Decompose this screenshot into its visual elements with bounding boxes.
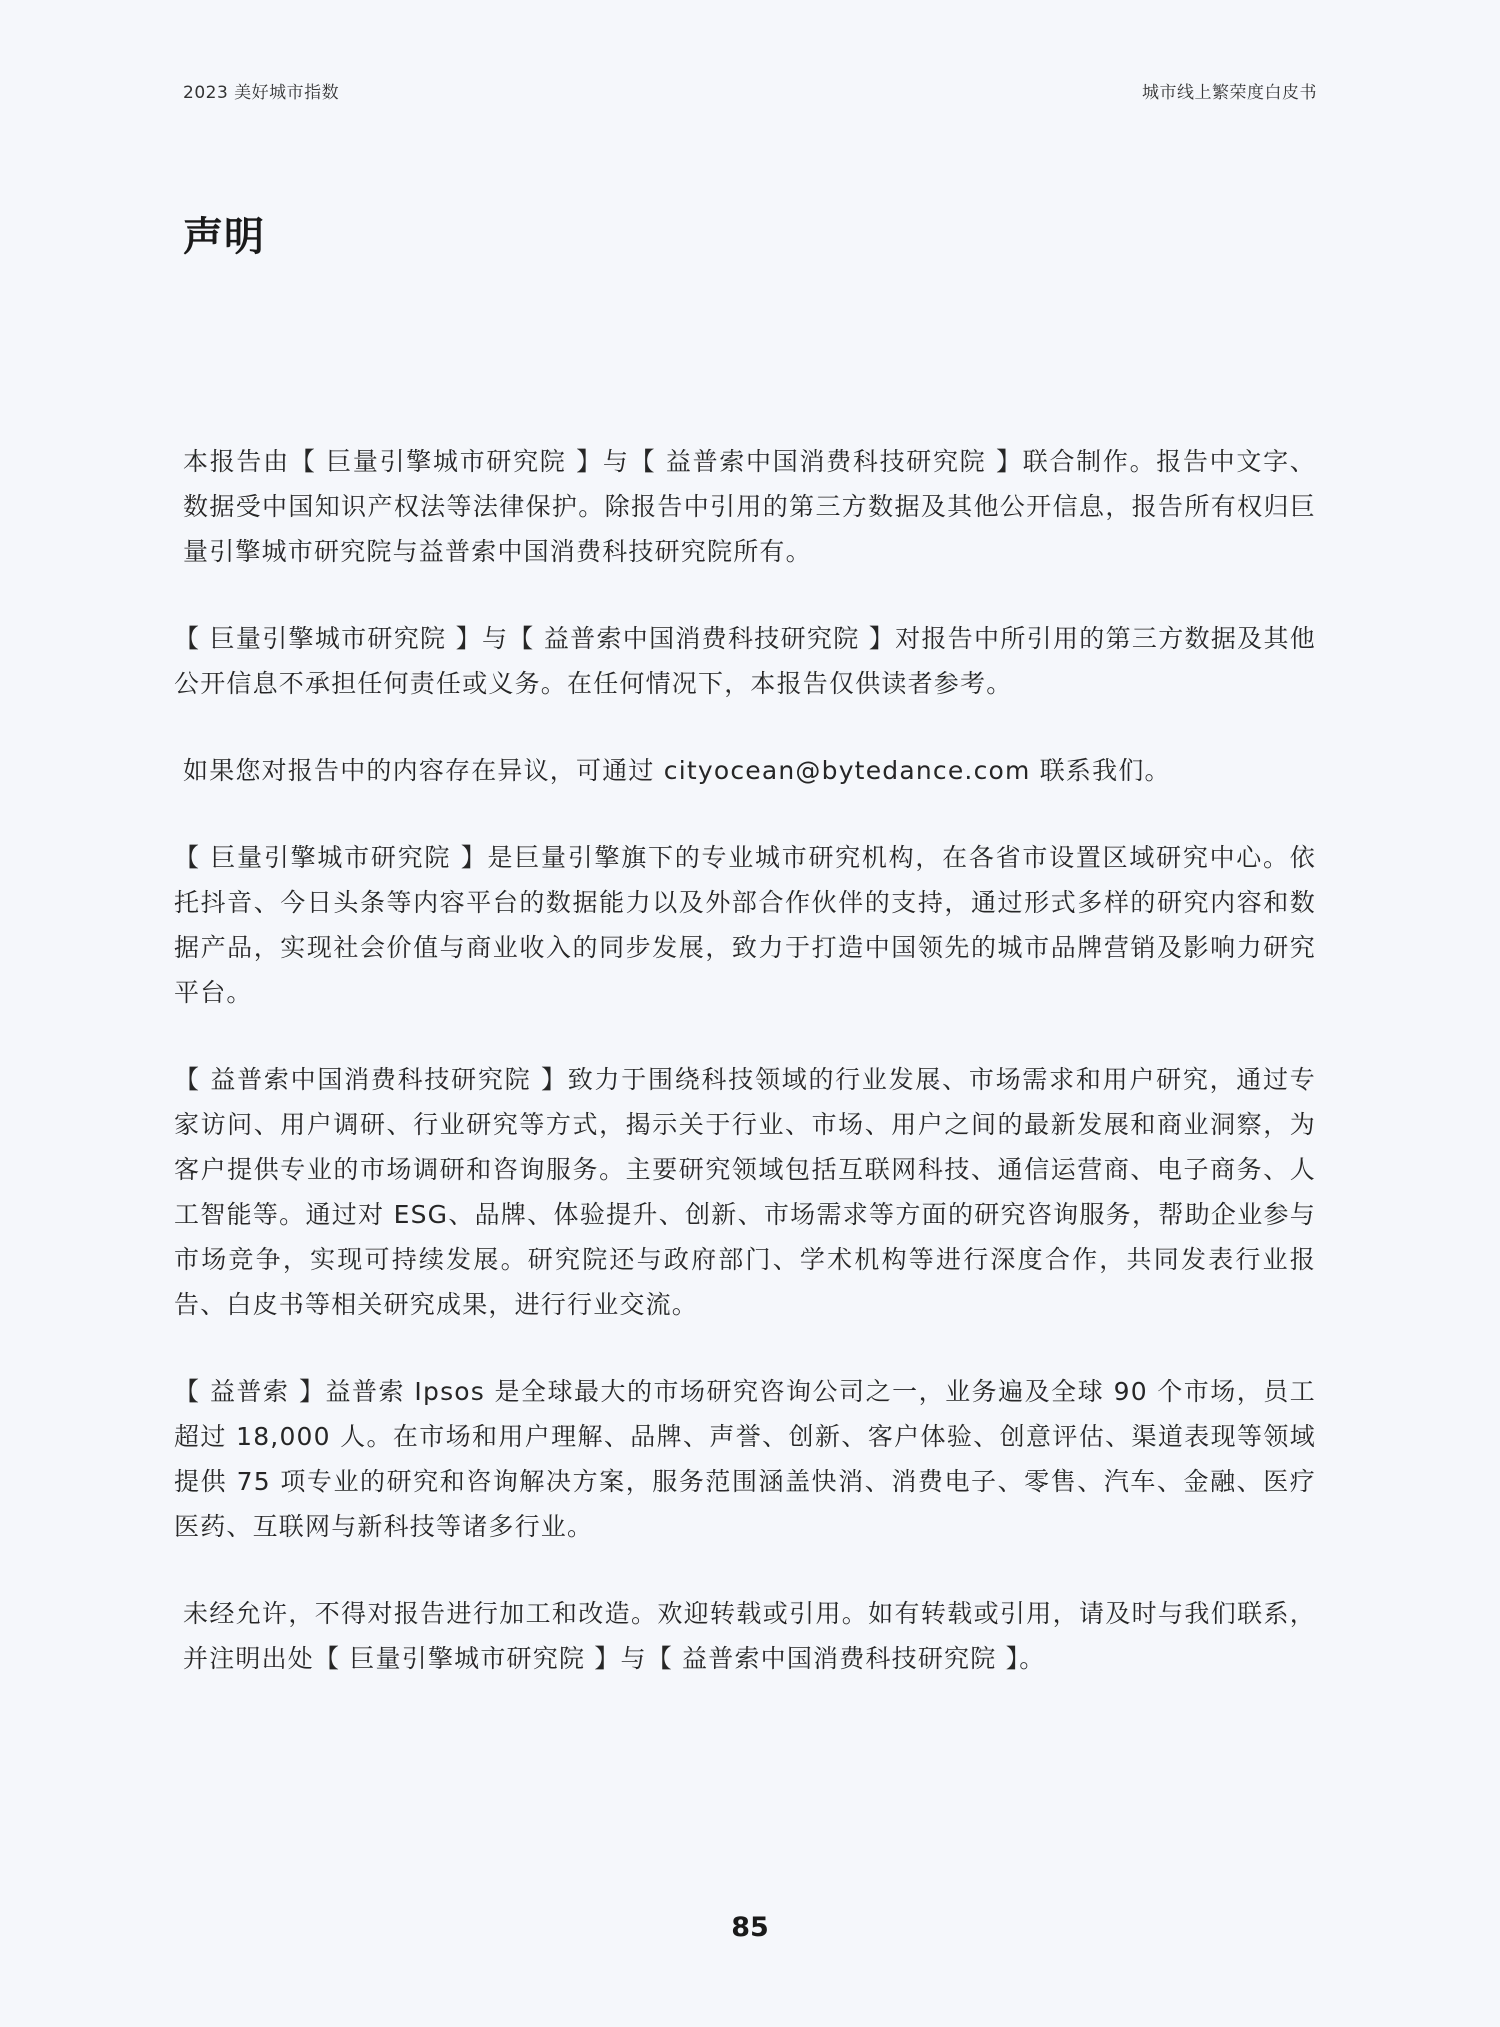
page-title: 声明: [183, 214, 265, 260]
header-whitepaper-title: 城市线上繁荣度白皮书: [1142, 83, 1317, 103]
paragraph-ipsos-tech-institute: 【 益普索中国消费科技研究院 】致力于围绕科技领域的行业发展、市场需求和用户研究，通过专家访问、用户调研、行业研究等方式，揭示关于行业、市场、用户之间的最新发展和商业洞察，为客户提供专业的市场调研和咨询服务。主要研究领域包括互联网科技、通信运营商、电子商务、人工智能等。通过对 ESG、品牌、体验提升、创新、市场需求等方面的研究咨询服务，帮助企业参与市场竞争，实现可持续发展。研究院还与政府部门、学术机构等进行深度合作，共同发表行业报告、白皮书等相关研究成果，进行行业交流。: [174, 1065, 1316, 1319]
paragraph-disclaimer: 【 巨量引擎城市研究院 】与【 益普索中国消费科技研究院 】对报告中所引用的第三方数据及其他公开信息不承担任何责任或义务。在任何情况下，本报告仅供读者参考。: [174, 624, 1316, 698]
paragraph-ipsos: 【 益普索 】益普索 Ipsos 是全球最大的市场研究咨询公司之一，业务遍及全球 90 个市场，员工超过 18,000 人。在市场和用户理解、品牌、声誉、创新、客户体验、创意评估、渠道表现等领域提供 75 项专业的研究和咨询解决方案，服务范围涵盖快消、消费电子、零售、汽车、金融、医疗医药、互联网与新科技等诸多行业。: [174, 1377, 1316, 1541]
paragraph-reprint-notice: 未经允许，不得对报告进行加工和改造。欢迎转载或引用。如有转载或引用，请及时与我们联系，并注明出处【 巨量引擎城市研究院 】与【 益普索中国消费科技研究院 】。: [183, 1599, 1316, 1673]
paragraph-copyright: 本报告由【 巨量引擎城市研究院 】与【 益普索中国消费科技研究院 】联合制作。报告中文字、数据受中国知识产权法等法律保护。除报告中引用的第三方数据及其他公开信息，报告所有权归巨量引擎城市研究院与益普索中国消费科技研究院所有。: [183, 447, 1316, 566]
statement-body: [174, 439, 1316, 1723]
page-number: 85: [731, 1912, 769, 1943]
header-report-name: 2023 美好城市指数: [183, 83, 340, 103]
paragraph-contact: 如果您对报告中的内容存在异议，可通过 cityocean@bytedance.com 联系我们。: [183, 756, 1171, 785]
paragraph-ocean-engine-institute: 【 巨量引擎城市研究院 】是巨量引擎旗下的专业城市研究机构，在各省市设置区域研究中心。依托抖音、今日头条等内容平台的数据能力以及外部合作伙伴的支持，通过形式多样的研究内容和数据产品，实现社会价值与商业收入的同步发展，致力于打造中国领先的城市品牌营销及影响力研究平台。: [174, 843, 1316, 1007]
